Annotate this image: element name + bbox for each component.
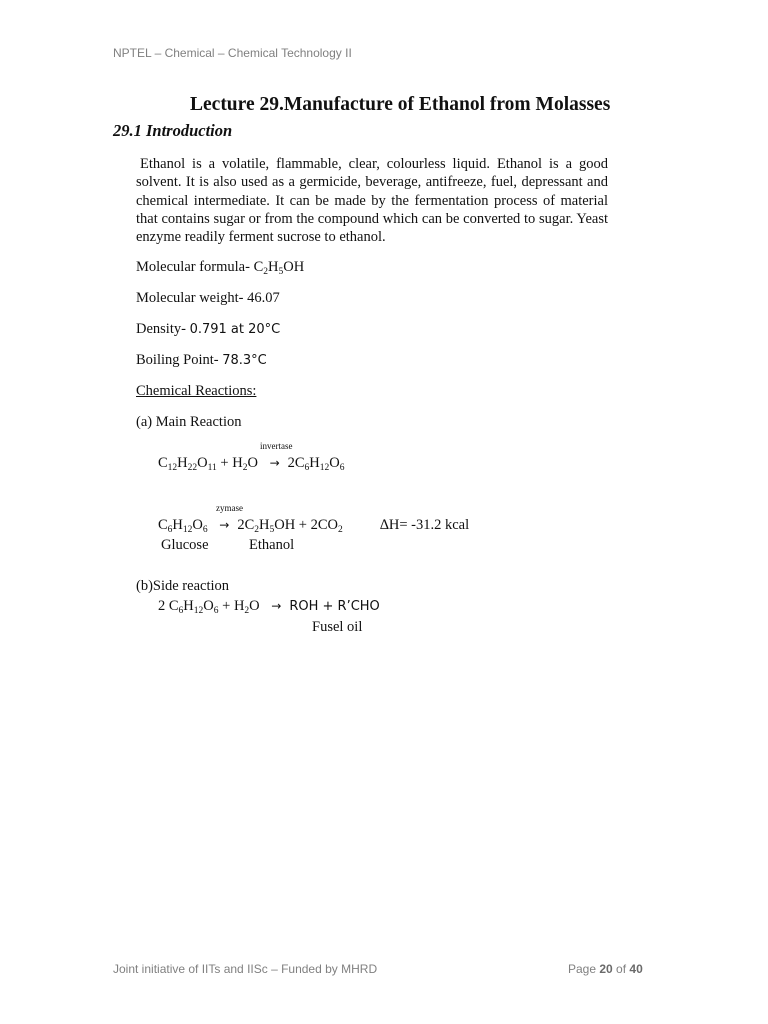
ethanol-label: Ethanol — [249, 537, 295, 553]
density — [136, 321, 280, 338]
equation-hydrolysis: $C_{12}H_{22}O_{11} + H_2O \to 2C_6H_{12}O_6$ — [158, 455, 345, 473]
fusel-oil-label: Fusel oil — [312, 619, 363, 635]
molecular-weight: Molecular weight- 46.07 — [136, 290, 280, 306]
arrow-icon: → — [269, 456, 280, 470]
bp-label: Boiling Point- — [136, 352, 223, 368]
arrow-icon: → — [271, 599, 282, 613]
side-reaction-label: (b)Side reaction — [136, 578, 230, 594]
lecture-title: Lecture 29.Manufacture of Ethanol from Molasses — [190, 94, 611, 115]
boiling-point — [136, 352, 267, 369]
intro-text: Ethanol is a volatile, flammable, clear, colourless liquid. Ethanol is a good solvent. It is also used as a germicide, beverage, antifreeze, fuel, depressant and chemical intermediate. It can be made by the fermentation process of material that contains sugar or from the compound which can be converted to sugar. Yeast enzyme readily ferment sucrose to ethanol. — [136, 156, 608, 246]
page-of: of — [612, 962, 630, 976]
side-products: ROH + R’CHO — [289, 599, 380, 614]
section-heading: 29.1 Introduction — [113, 121, 233, 140]
footer-credit: Joint initiative of IITs and IISc – Funded by MHRD — [113, 962, 378, 976]
page-current: 20 — [599, 962, 613, 976]
density-label: Density- — [136, 321, 190, 337]
page-number — [568, 962, 643, 976]
enzyme-invertase-label: invertase — [260, 441, 293, 451]
page-header: NPTEL – Chemical – Chemical Technology II — [113, 46, 352, 60]
glucose-label: Glucose — [161, 537, 209, 553]
formula-label: Molecular formula- — [136, 259, 254, 275]
page-total: 40 — [629, 962, 643, 976]
density-value: 0.791 at 20°C — [189, 322, 281, 337]
delta-h: ∆H= -31.2 kcal — [380, 517, 470, 533]
formula-value: $C_2H_5OH$ — [253, 259, 305, 277]
intro-paragraph — [136, 155, 608, 246]
page-word: Page — [568, 962, 600, 976]
arrow-icon: → — [219, 518, 230, 532]
main-reaction-label: (a) Main Reaction — [136, 414, 242, 430]
enzyme-zymase-label: zymase — [216, 503, 243, 513]
equation-side: 2 $C_6H_{12}O_6 + H_2O$ → ROH + R’CHO — [158, 598, 380, 616]
reactions-heading: Chemical Reactions: — [136, 383, 257, 399]
molecular-formula — [136, 259, 304, 276]
bp-value: 78.3°C — [222, 353, 267, 368]
equation-fermentation: $C_6H_{12}O_6 \to 2C_2H_5OH + 2CO_2$ — [158, 517, 343, 535]
